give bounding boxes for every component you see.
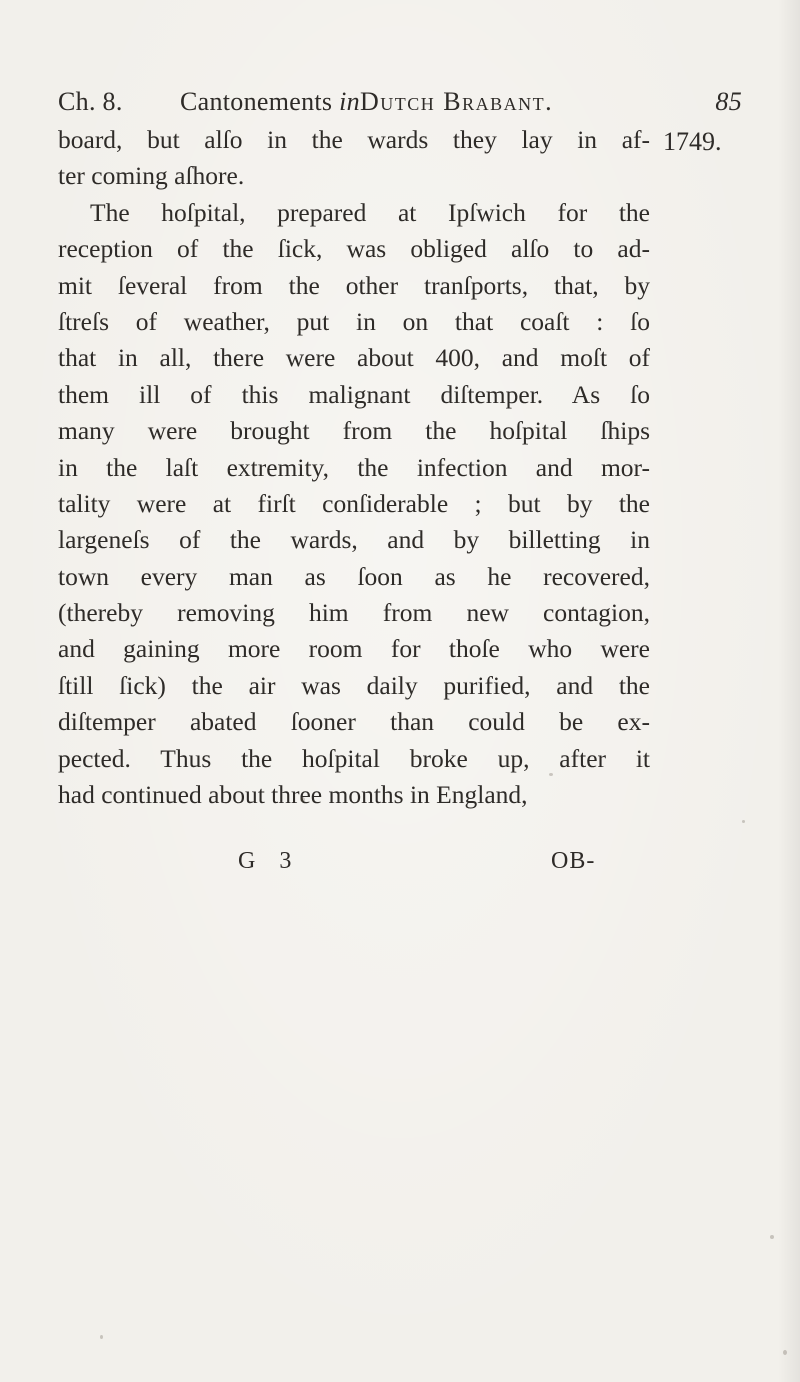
paper-speck xyxy=(783,1350,787,1355)
running-title-italic: in xyxy=(339,87,360,116)
text-line: reception of the ſick, was obliged alſo to ad- xyxy=(58,234,650,264)
running-title-prefix: Cantonements xyxy=(180,87,340,116)
text-line: and gaining more room for thoſe who were xyxy=(58,634,650,664)
text-line: board, but alſo in the wards they lay in af- xyxy=(58,125,650,154)
chapter-label: Ch. 8. xyxy=(58,87,123,116)
margin-year: 1749. xyxy=(663,127,722,156)
text-line: mit ſeveral from the other tranſports, that, by xyxy=(58,270,650,300)
text-line: them ill of this malignant diſtemper. As ſo xyxy=(58,379,650,409)
running-title-place: Dutch Brabant. xyxy=(359,87,554,116)
text-line: (thereby removing him from new contagion, xyxy=(58,598,650,628)
text-line: pected. Thus the hoſpital broke up, after it xyxy=(58,743,650,773)
text-line: town every man as ſoon as he recovered, xyxy=(58,561,650,591)
text-line: in the laſt extremity, the infection and mor- xyxy=(58,452,650,482)
text-line: had continued about three months in England, xyxy=(58,780,528,810)
text-line: ſtreſs of weather, put in on that coaſt : ſo xyxy=(58,306,650,336)
paper-speck xyxy=(549,773,553,776)
paper-speck xyxy=(100,1335,103,1339)
text-line: tality were at firſt conſiderable ; but by the xyxy=(58,488,650,518)
text-line: largeneſs of the wards, and by billetting in xyxy=(58,525,650,555)
text-line: that in all, there were about 400, and moſt of xyxy=(58,343,650,373)
text-line: many were brought from the hoſpital ſhips xyxy=(58,416,650,446)
text-line: diſtemper abated ſooner than could be ex- xyxy=(58,707,650,737)
text-line: The hoſpital, prepared at Ipſwich for the xyxy=(90,197,650,227)
page-footer xyxy=(0,843,800,883)
paper-speck xyxy=(300,797,305,802)
page-edge-shadow xyxy=(778,0,800,1382)
paper-speck xyxy=(770,1235,774,1239)
page-number: 85 xyxy=(715,87,742,116)
running-head xyxy=(58,82,742,122)
text-line: ſtill ſick) the air was daily purified, and the xyxy=(58,670,650,700)
body-text xyxy=(58,122,650,813)
catchword: OB- xyxy=(551,848,596,874)
running-title xyxy=(180,82,553,122)
text-line: ter coming aſhore. xyxy=(58,161,245,191)
signature-mark: G 3 xyxy=(238,848,301,874)
paper-speck xyxy=(742,820,745,823)
